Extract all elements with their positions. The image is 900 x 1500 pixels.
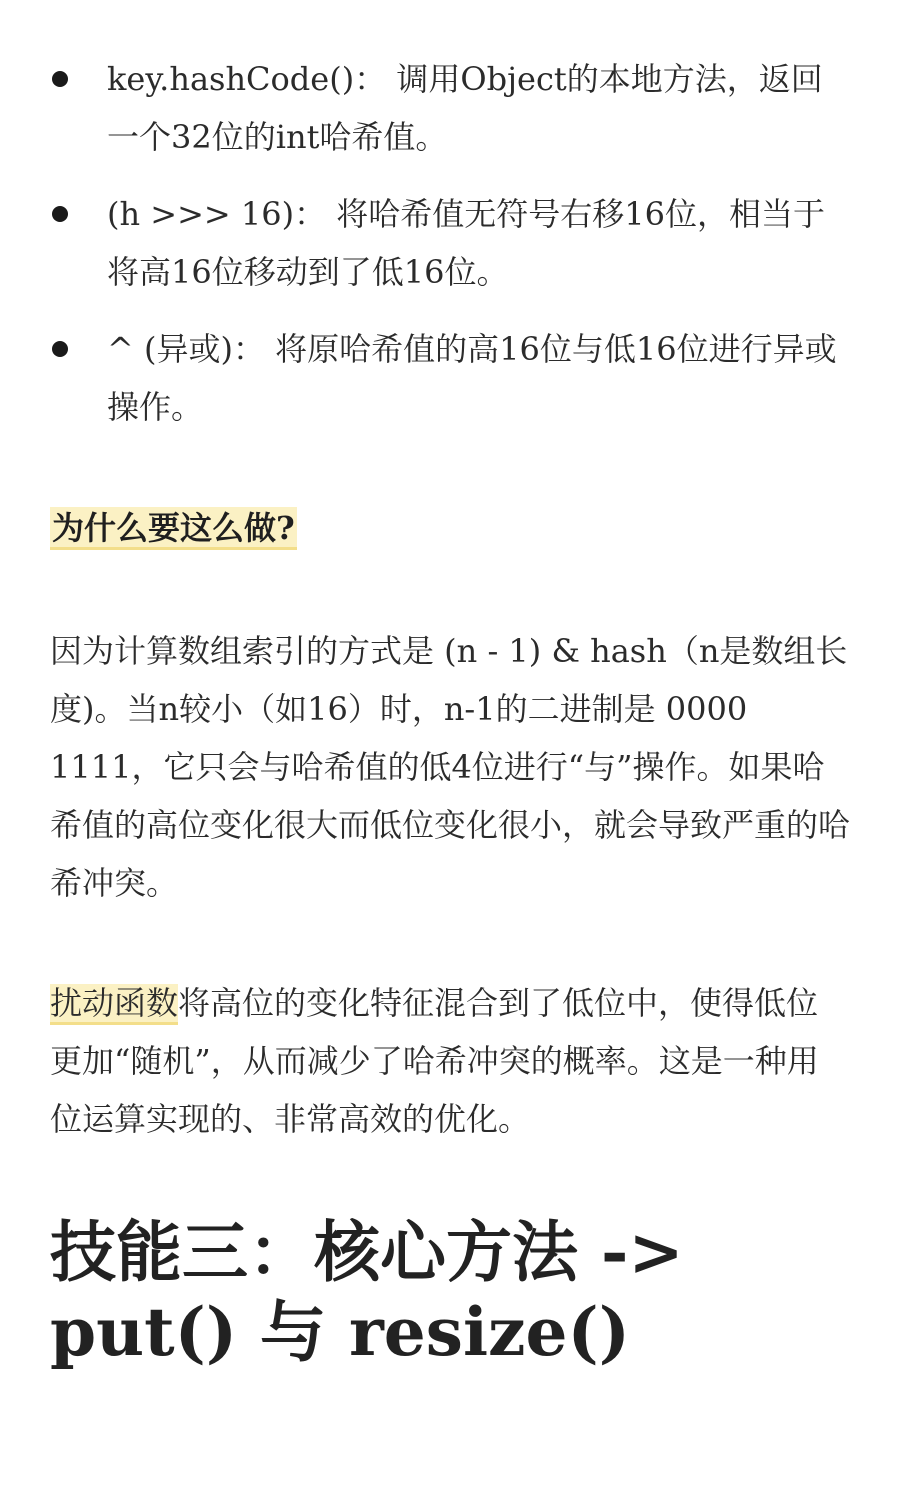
paragraph-rest: 将高位的变化特征混合到了低位中，使得低位更加“随机”，从而减少了哈希冲突的概率。这是一种用位运算实现的、非常高效的优化。	[50, 984, 819, 1138]
highlighted-subheading	[50, 502, 297, 554]
bullet-icon	[52, 71, 68, 87]
list-item	[50, 320, 850, 436]
list-item	[50, 50, 850, 166]
subheading-text: 为什么要这么做?	[50, 507, 297, 550]
bullet-term: (h >>> 16)：	[107, 195, 327, 233]
section-heading: 技能三：核心方法 -> put() 与 resize()	[50, 1213, 684, 1371]
bullet-term: key.hashCode()：	[107, 60, 387, 98]
paragraph-index-explanation: 因为计算数组索引的方式是 (n - 1) & hash（n是数组长度)。当n较小（如16）时，n-1的二进制是 0000 1111，它只会与哈希值的低4位进行“与”操作。如果哈希值的高位变化很大而低位变化很小，就会导致严重的哈希冲突。	[50, 632, 851, 902]
highlighted-term: 扰动函数	[50, 984, 178, 1025]
bullet-icon	[52, 206, 68, 222]
bullet-term: ^ (异或)：	[107, 330, 265, 368]
paragraph-perturbation	[50, 974, 850, 1148]
bullet-icon	[52, 341, 68, 357]
bullet-text: 将原哈希值的高16位与低16位进行异或操作。	[107, 330, 837, 426]
bullet-list	[50, 50, 850, 455]
bullet-text: 将哈希值无符号右移16位，相当于将高16位移动到了低16位。	[107, 195, 825, 291]
list-item	[50, 185, 850, 301]
bullet-text: 调用Object的本地方法，返回一个32位的int哈希值。	[107, 60, 823, 156]
